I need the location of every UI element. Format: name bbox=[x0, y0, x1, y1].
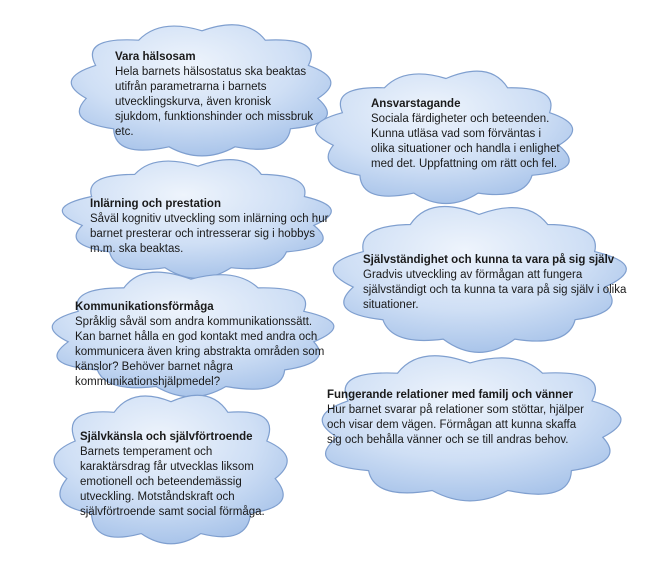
cloud-text-responsibility bbox=[371, 97, 561, 172]
cloud-body-learning: Såväl kognitiv utveckling som inlärning och hur barnet presterar och intresserar sig i hobbys m.m. ska beaktas. bbox=[90, 213, 329, 255]
cloud-title-independence: Självständighet och kunna ta vara på sig själv bbox=[363, 254, 615, 266]
cloud-title-responsibility: Ansvarstagande bbox=[371, 98, 461, 110]
cloud-text-communication bbox=[75, 300, 325, 390]
cloud-title-learning: Inlärning och prestation bbox=[90, 198, 221, 210]
cloud-text-independence bbox=[363, 253, 628, 313]
cloud-body-communication: Språklig såväl som andra kommunikationssätt. Kan barnet hålla en god kontakt med andra och kommunicera även kring abstrakta områden som känslor? Behöver barnet några kommunikationshjälpmedel? bbox=[75, 316, 325, 388]
cloud-title-health: Vara hälsosam bbox=[115, 51, 196, 63]
cloud-text-learning bbox=[90, 197, 335, 257]
cloud-title-selfesteem: Självkänsla och självförtroende bbox=[80, 431, 253, 443]
cloud-text-health bbox=[115, 50, 315, 140]
cloud-body-selfesteem: Barnets temperament och karaktärsdrag får utvecklas liksom emotionell och beteendemässig utveckling. Motståndskraft och självförtroende samt social förmåga. bbox=[80, 446, 265, 518]
cloud-body-relations: Hur barnet svarar på relationer som stöttar, hjälper och visar dem vägen. Förmågan att kunna skaffa sig och behålla vänner och se till andras behov. bbox=[327, 404, 584, 446]
cloud-title-relations: Fungerande relationer med familj och vänner bbox=[327, 389, 574, 401]
cloud-text-selfesteem bbox=[80, 430, 275, 520]
cloud-text-relations bbox=[327, 388, 592, 448]
cloud-body-responsibility: Sociala färdigheter och beteenden. Kunna utläsa vad som förväntas i olika situationer och handla i enlighet med det. Uppfattning om rätt och fel. bbox=[371, 113, 560, 170]
cloud-title-communication: Kommunikationsförmåga bbox=[75, 301, 214, 313]
cloud-body-independence: Gradvis utveckling av förmågan att fungera självständigt och ta kunna ta vara på sig själv i olika situationer. bbox=[363, 269, 627, 311]
cloud-body-health: Hela barnets hälsostatus ska beaktas utifrån parametrarna i barnets utvecklingskurva, även kronisk sjukdom, funktionshinder och missbruk etc. bbox=[115, 66, 314, 138]
